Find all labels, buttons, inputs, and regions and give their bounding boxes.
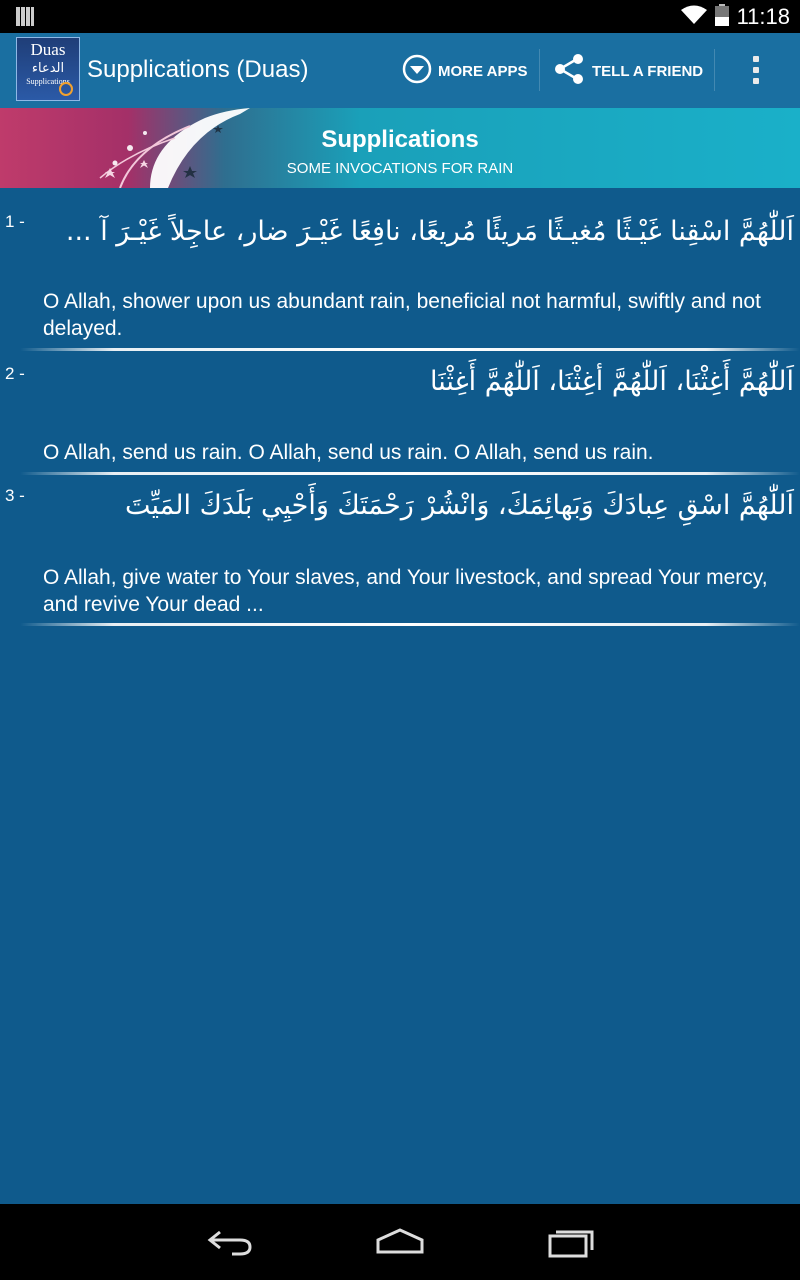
page-subtitle: SOME INVOCATIONS FOR RAIN <box>286 160 514 177</box>
dua-arabic-text: اَللّٰهُمَّ اسْقِ عِبادَكَ وَبَهائِمَكَ، وَانْشُرْ رَحْمَتَكَ وَأَحْيِي بَلَدَكَ المَيِّتَ <box>124 490 794 521</box>
overflow-dot-icon <box>753 56 759 62</box>
dua-arabic-text: اَللّٰهُمَّ أَغِثْنَا، اَللّٰهُمَّ أغِثْنَا، اَللّٰهُمَّ أَغِثْنَا <box>429 366 794 397</box>
overflow-dot-icon <box>753 78 759 84</box>
dua-translation: O Allah, send us rain. O Allah, send us rain. O Allah, send us rain. <box>43 441 654 464</box>
header-banner <box>0 108 800 188</box>
back-arrow-icon <box>206 1226 254 1258</box>
home-icon <box>376 1226 424 1258</box>
list-item[interactable] <box>0 188 800 353</box>
dua-translation: O Allah, give water to Your slaves, and Your livestock, and spread Your mercy, and revive Your dead ... <box>43 566 768 616</box>
page-title: Supplications <box>321 126 479 153</box>
share-icon <box>552 52 586 90</box>
status-bar <box>0 0 800 33</box>
app-title: Supplications (Duas) <box>87 56 309 83</box>
dua-translation: O Allah, shower upon us abundant rain, beneficial not harmful, swiftly and not delayed. <box>43 290 761 340</box>
list-item[interactable] <box>0 478 800 628</box>
action-bar <box>0 33 800 108</box>
action-divider <box>539 49 540 91</box>
notification-icon <box>16 7 34 26</box>
logo-text-english: Duas <box>30 40 66 59</box>
list-item[interactable] <box>0 353 800 475</box>
tell-a-friend-button[interactable] <box>552 44 703 98</box>
more-apps-label: MORE APPS <box>438 62 528 80</box>
dua-number: 1 - <box>5 212 25 231</box>
home-button[interactable] <box>376 1226 424 1258</box>
dua-number: 3 - <box>5 486 25 505</box>
overflow-menu-button[interactable] <box>741 48 771 92</box>
recent-apps-icon <box>546 1226 594 1258</box>
recent-apps-button[interactable] <box>546 1226 594 1258</box>
action-divider <box>714 49 715 91</box>
status-time: 11:18 <box>736 4 790 29</box>
list-divider <box>20 472 800 475</box>
overflow-dot-icon <box>753 67 759 73</box>
logo-text-caption: Supplications <box>26 77 70 86</box>
logo-text-arabic: الدعاء <box>31 61 65 76</box>
back-button[interactable] <box>206 1226 254 1258</box>
more-apps-button[interactable] <box>402 44 527 98</box>
app-logo[interactable] <box>16 37 80 101</box>
dua-number: 2 - <box>5 364 25 383</box>
list-divider <box>20 348 800 351</box>
logo-ring-icon <box>59 82 73 96</box>
tell-a-friend-label: TELL A FRIEND <box>592 62 704 80</box>
list-divider <box>20 623 800 626</box>
dua-arabic-text: اَللّٰهُمَّ اسْقِنا غَيْـثًا مُغيـثًا مَريئًا مُريعًا، نافِعًا غَيْـرَ ضار، عاجِلاً غَيْـرَ آ ... <box>65 216 794 247</box>
chevron-down-circle-icon <box>402 54 432 88</box>
wifi-icon <box>681 5 707 30</box>
navigation-bar <box>0 1204 800 1280</box>
battery-icon <box>715 4 729 31</box>
